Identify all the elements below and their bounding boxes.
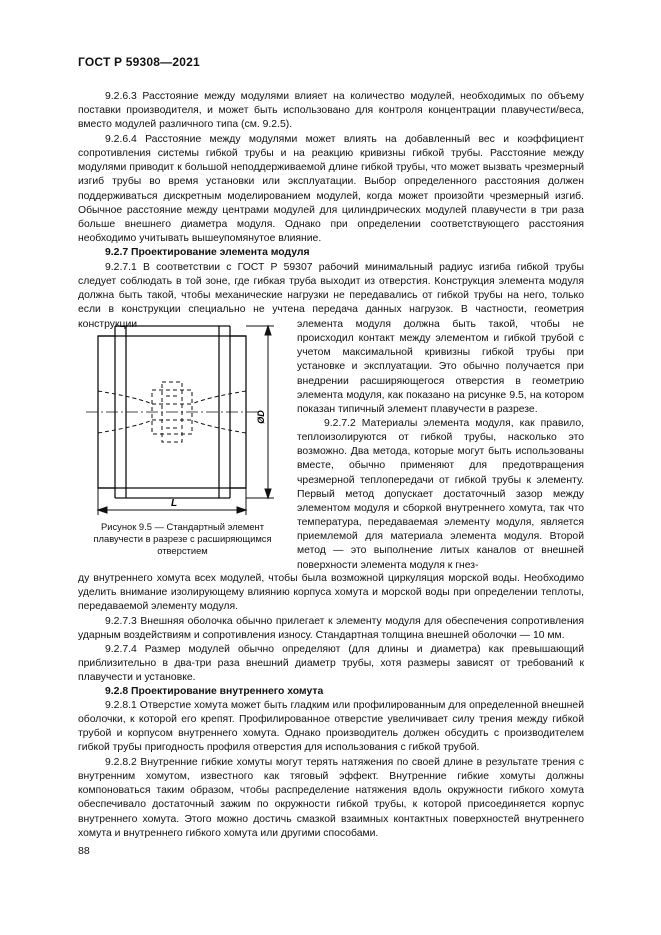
figure-caption: Рисунок 9.5 — Стандартный элемент плавучести в разрезе с расширяющимся отверстием (93, 521, 272, 557)
paragraph-9-2-7-3: 9.2.7.3 Внешняя оболочка обычно прилегает к элементу модуля для обеспечения сопротивления ударным воздействиям и сопротивления износу. Стандартная толщина внешней оболочки — 10 мм. (78, 616, 584, 642)
heading-9-2-8: 9.2.8 Проектирование внутреннего хомута (105, 686, 324, 697)
page-number: 88 (78, 845, 90, 857)
paragraph-9-2-7-2-start: 9.2.7.2 Материалы элемента модуля, как правило, теплоизолируются от гибкой трубы, насколько это возможно. Два метода, которые могут быть использованы вместе, обычно применяют для предотвращения чрезмерной теплопередачи от гибкой трубы к элементу. Первый метод допускает достаточный зазор между элементом модуля и сборкой внутреннего хомута, так что температура, передаваемая элементу модуля, является приемлемой для материала элемента модуля. Второй метод — это выполнение литых каналов от внешней поверхности элемента модуля к гнез- (297, 418, 584, 571)
buoyancy-element-drawing (80, 318, 285, 520)
paragraph-9-2-6-4: 9.2.6.4 Расстояние между модулями может влиять на добавленный вес и коэффициент сопротивления системы гибкой трубы и на реакцию кривизны гибкой трубы. Расстояние между модулями приводит к большой неподдерживаемой длине гибкой трубы, что может вызвать чрезмерный изгиб трубы во время установки или эксплуатации. Выбор определенного расстояния должен поддерживаться дискретным моделированием модулей, когда может произойти чрезмерный изгиб. Обычное расстояние между центрами модулей для цилиндрических модулей плавучести в три раза больше внешнего диаметра модуля. Однако при определении соответствующего расстояния необходимо учитывать вышеупомянутое влияние. (78, 134, 584, 245)
paragraph-9-2-8-2: 9.2.8.2 Внутренние гибкие хомуты могут терять натяжения по своей длине в результате трения с внутренним хомутом, известного как тяговый эффект. Внутренние гибкие хомуты должны компоноваться таким образом, чтобы распределение натяжения вдоль окружности гибкого хомута обеспечивало достаточный зажим по окружности гибкой трубы, к которой присоединяется корпус внутреннего хомута. Этого можно достичь смазкой взаимных контактных поверхностей внутреннего хомута и внутреннего гибкого хомута или другими способами. (78, 757, 584, 839)
paragraph-9-2-7-2-continued: ду внутреннего хомута всех модулей, чтобы была возможной циркуляция морской воды. Необходимо уделить внимание изолирующему влиянию корпуса хомута и морской воды при определении теплоты, передаваемой элементу модуля. (78, 573, 584, 613)
figure-buoyancy-element (80, 318, 285, 520)
document-header: ГОСТ Р 59308—2021 (78, 55, 200, 69)
length-label: L (170, 498, 178, 509)
heading-9-2-7: 9.2.7 Проектирование элемента модуля (105, 247, 310, 258)
paragraph-9-2-7-1-continued: элемента модуля должна быть такой, чтобы не происходил контакт между элементом и гибкой трубой с учетом максимальной кривизны гибкой трубы при установке и эксплуатации. Это обычно получается при внедрении расширяющегося отверстия в геометрию элемента модуля, как показано на рисунке 9.5, на котором показан типичный элемент плавучести в разрезе. (297, 319, 584, 415)
paragraph-9-2-6-3: 9.2.6.3 Расстояние между модулями влияет на количество модулей, необходимых по объему поставки производителя, и может быть использовано для контроля концентрации плавучести/веса, вместо модулей различного типа (см. 9.2.5). (78, 91, 584, 131)
paragraph-9-2-8-1: 9.2.8.1 Отверстие хомута может быть гладким или профилированным для определенной внешней оболочки, к которой его крепят. Профилированное отверстие увеличивает силу трения между гибкой трубой и корпусом внутреннего хомута. Однако производитель должен обсудить с производителем гибкой трубы пригодность профиля отверстия для использования с гибкой трубой. (78, 700, 584, 754)
paragraph-9-2-7-4: 9.2.7.4 Размер модулей обычно определяют (для длины и диаметра) как превышающий приблизительно в два-три раза внешний диаметр трубы, хотя размеры зависят от требований к плавучести и установке. (78, 644, 584, 684)
diameter-label: ØD (256, 410, 266, 424)
paragraph-9-2-7-1-start: 9.2.7.1 В соответствии с ГОСТ Р 59307 рабочий минимальный радиус изгиба гибкой трубы следует соблюдать в той зоне, где гибкая труба выходит из отверстия. Конструкция элемента модуля должна быть такой, чтобы механические нагрузки не передавались от гибкой трубы на него, только если в конструкции специально не учтена передача данных нагрузок. В частности, геометрия конструкции (78, 262, 584, 330)
